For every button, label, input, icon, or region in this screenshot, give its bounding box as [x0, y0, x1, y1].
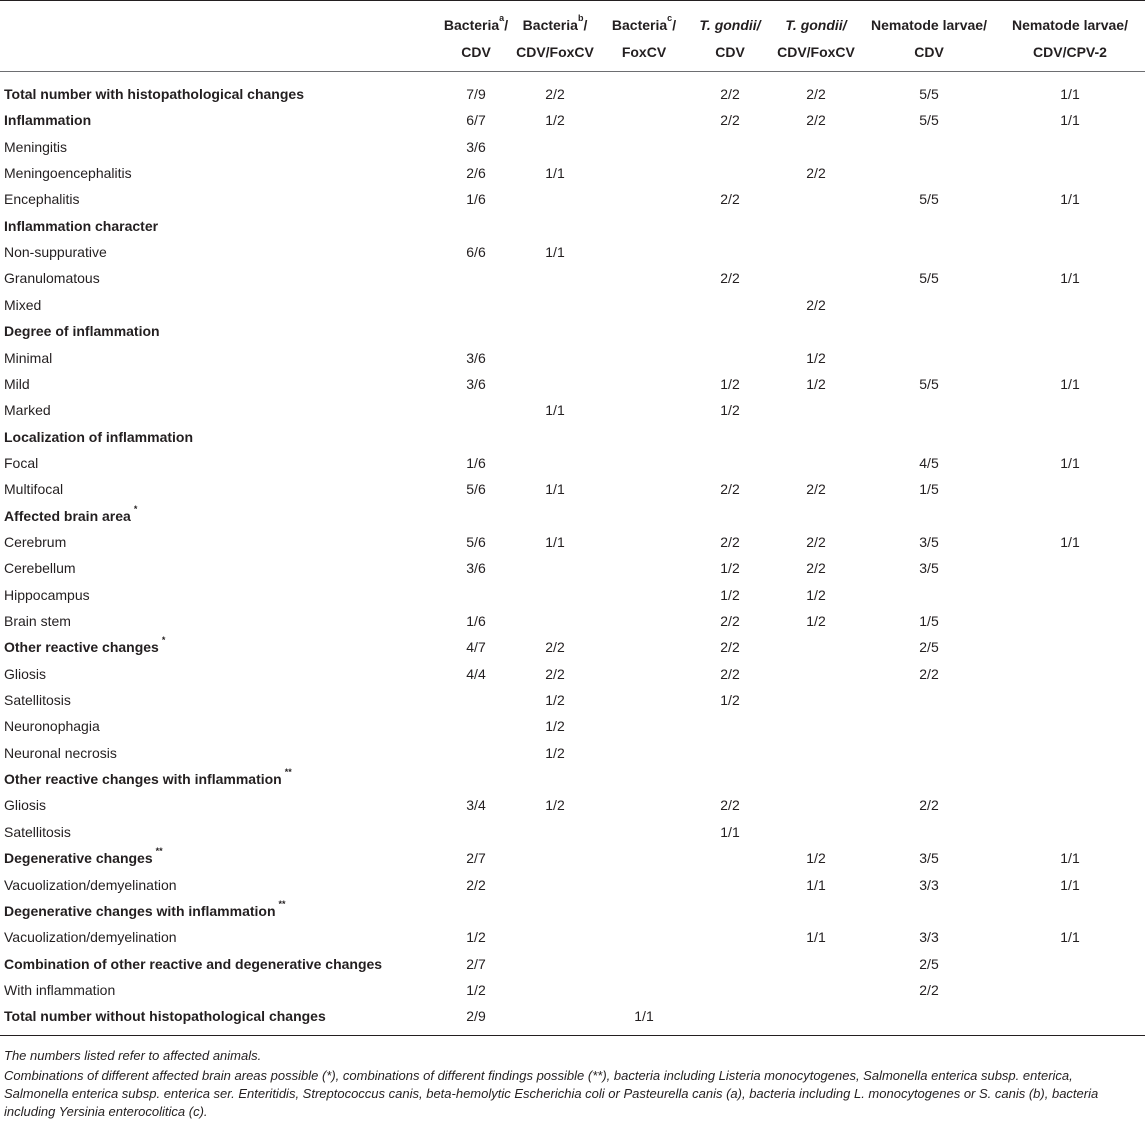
footnote-2: Combinations of different affected brain areas possible (*), combinations of different findings possible (**), bacteria including Listeria monocytogenes, Salmonella enterica subsp. enterica, Salmonella enterica subsp. enterica ser. Enteritidis, Streptococcus canis, beta-hemolytic Escherichia coli or Pasteurella canis (a), bacteria including L. monocytogenes or S. canis (b), bacteria including Yersinia enterocolitica (c).	[4, 1068, 1099, 1119]
table-cell: 1/1	[1060, 850, 1080, 867]
table-cell: 1/2	[545, 718, 565, 735]
table-cell: 2/5	[919, 639, 939, 656]
table-cell: 4/4	[466, 665, 486, 682]
table-row	[0, 529, 1145, 555]
table-row	[0, 555, 1145, 581]
table-cell: 2/2	[720, 191, 740, 208]
table-cell: 5/5	[919, 191, 939, 208]
row-label: Multifocal	[4, 481, 64, 498]
table-cell: 2/2	[720, 613, 740, 629]
table-cell: 7/9	[466, 86, 486, 102]
column-header: Bacteria$^a$/ CDV	[443, 13, 509, 60]
table-cell: 1/2	[720, 560, 740, 577]
table-cell: 2/5	[919, 955, 939, 972]
row-label: Degenerative changes with inflammation **	[4, 898, 286, 919]
table-cell: 2/2	[806, 533, 826, 550]
table-row	[0, 160, 1145, 186]
row-label: Encephalitis	[4, 191, 80, 208]
table-cell: 6/6	[466, 244, 486, 261]
table-cell: 1/1	[1060, 876, 1080, 893]
table-cell: 1/2	[545, 112, 565, 129]
table-cell: 3/5	[919, 850, 939, 867]
table-cell: 1/2	[720, 692, 740, 709]
row-label: Other reactive changes with inflammation **	[4, 767, 292, 788]
table-row	[0, 134, 1145, 160]
column-header: Bacteria$^c$/ FoxCV	[611, 13, 677, 60]
table-row	[0, 872, 1145, 898]
table-cell: 1/6	[466, 191, 486, 208]
table-row	[0, 792, 1145, 818]
row-label: Localization of inflammation	[4, 428, 194, 445]
table-cell: 1/1	[1060, 86, 1080, 102]
table-cell: 1/2	[720, 375, 740, 392]
table-cell: 5/6	[466, 533, 486, 550]
table-cell: 1/1	[545, 165, 565, 182]
row-label: Inflammation	[4, 112, 92, 129]
table-cell: 2/2	[466, 876, 486, 893]
table-row	[0, 476, 1145, 502]
table-cell: 1/2	[806, 349, 826, 366]
table-row	[0, 371, 1145, 397]
table-row	[0, 213, 1145, 239]
table-cell: 2/2	[806, 165, 826, 182]
table-cell: 2/2	[720, 481, 740, 498]
table-cell: 1/1	[1060, 533, 1080, 550]
row-label: Meningitis	[4, 138, 68, 155]
table-cell: 3/3	[919, 929, 939, 946]
row-label: Degenerative changes **	[4, 846, 163, 867]
row-label: Vacuolization/demyelination	[4, 876, 177, 893]
table-cell: 2/2	[919, 665, 939, 682]
table-row	[0, 107, 1145, 133]
column-header: Nematode larvae/ CDV/CPV-2	[1012, 17, 1128, 60]
table-cell: 1/1	[1060, 112, 1080, 129]
table-cell: 1/2	[806, 850, 826, 867]
table-cell: 1/6	[466, 613, 486, 629]
table-cell: 3/6	[466, 349, 486, 366]
table-cell: 2/2	[806, 296, 826, 313]
table-cell: 2/2	[806, 112, 826, 129]
table-cell: 5/5	[919, 112, 939, 129]
table-cell: 1/2	[545, 744, 565, 761]
table-cell: 2/2	[806, 560, 826, 577]
header-rule	[0, 71, 1145, 72]
row-label: Satellitosis	[4, 823, 71, 840]
table-cell: 2/2	[720, 639, 740, 656]
table-row	[0, 766, 1145, 792]
row-label: Mixed	[4, 296, 42, 313]
row-label: Gliosis	[4, 665, 47, 682]
table-cell: 1/2	[806, 613, 826, 629]
row-label: Satellitosis	[4, 692, 71, 709]
column-header: Nematode larvae/ CDV	[871, 17, 987, 60]
column-header: T. gondii/ CDV/FoxCV	[777, 17, 855, 60]
table-cell: 2/6	[466, 165, 486, 182]
table-row	[0, 1003, 1145, 1029]
table-row	[0, 292, 1145, 318]
table-cell: 5/5	[919, 86, 939, 102]
table-row	[0, 898, 1145, 924]
table-row	[0, 582, 1145, 608]
table-cell: 5/6	[466, 481, 486, 498]
table-cell: 2/2	[545, 86, 565, 102]
table-cell: 1/1	[1060, 270, 1080, 287]
table-cell: 3/5	[919, 533, 939, 550]
table-cell: 1/1	[545, 533, 565, 550]
table-row	[0, 819, 1145, 845]
table-cell: 2/7	[466, 955, 486, 972]
table-cell: 1/1	[806, 929, 826, 946]
row-label: Combination of other reactive and degenerative changes	[4, 955, 383, 972]
table-row	[0, 345, 1145, 371]
table-row	[0, 924, 1145, 950]
table-row	[0, 81, 1145, 107]
row-label: Total number without histopathological changes	[4, 1008, 326, 1025]
row-label: Other reactive changes *	[4, 635, 166, 656]
row-label: With inflammation	[4, 981, 116, 998]
row-label: Meningoencephalitis	[4, 165, 132, 182]
row-label: Inflammation character	[4, 217, 159, 234]
table-cell: 1/2	[545, 692, 565, 709]
table-cell: 2/2	[919, 981, 939, 998]
table-row	[0, 713, 1145, 739]
table-row	[0, 740, 1145, 766]
table-cell: 1/6	[466, 454, 486, 471]
row-label: Minimal	[4, 349, 53, 366]
table-cell: 2/2	[919, 797, 939, 814]
table-cell: 1/1	[1060, 191, 1080, 208]
row-label: Degree of inflammation	[4, 323, 160, 340]
row-label: Hippocampus	[4, 586, 90, 603]
table-cell: 1/2	[806, 375, 826, 392]
table-cell: 3/6	[466, 138, 486, 155]
row-label: Granulomatous	[4, 270, 100, 287]
table-row	[0, 845, 1145, 871]
table-cell: 2/7	[466, 850, 486, 867]
table-row	[0, 687, 1145, 713]
table-row	[0, 265, 1145, 291]
table-cell: 1/1	[545, 402, 565, 419]
table-cell: 1/1	[1060, 375, 1080, 392]
table-cell: 2/2	[545, 665, 565, 682]
table-cell: 5/5	[919, 270, 939, 287]
footnote-1: The numbers listed refer to affected animals.	[4, 1048, 262, 1063]
table-row	[0, 951, 1145, 977]
table-cell: 3/5	[919, 560, 939, 577]
table-cell: 1/2	[720, 402, 740, 419]
table-cell: 1/5	[919, 613, 939, 629]
row-label: Affected brain area *	[4, 503, 138, 524]
column-header: Bacteria$^b$/ CDV/FoxCV	[516, 13, 594, 60]
table-cell: 3/3	[919, 876, 939, 893]
row-label: Total number with histopathological changes	[4, 86, 304, 102]
table-cell: 1/1	[545, 481, 565, 498]
row-label: Cerebellum	[4, 560, 76, 577]
table-row	[0, 239, 1145, 265]
table-cell: 1/1	[806, 876, 826, 893]
table-row	[0, 661, 1145, 687]
table-cell: 5/5	[919, 375, 939, 392]
table-cell: 4/5	[919, 454, 939, 471]
table-cell: 2/2	[720, 270, 740, 287]
table-row	[0, 186, 1145, 212]
table-cell: 2/2	[720, 112, 740, 129]
table-cell: 2/2	[806, 481, 826, 498]
row-label: Mild	[4, 375, 30, 392]
table-row	[0, 318, 1145, 344]
table-cell: 1/2	[466, 929, 486, 946]
table-cell: 3/6	[466, 375, 486, 392]
table-cell: 2/2	[720, 86, 740, 102]
row-label: Vacuolization/demyelination	[4, 929, 177, 946]
table-cell: 1/1	[1060, 929, 1080, 946]
table-cell: 2/2	[720, 533, 740, 550]
table-cell: 3/4	[466, 797, 486, 814]
table-row	[0, 608, 1145, 634]
table-cell: 2/2	[720, 797, 740, 814]
table-cell: 2/2	[720, 665, 740, 682]
table-cell: 1/2	[466, 981, 486, 998]
table-row	[0, 424, 1145, 450]
table-cell: 2/2	[545, 639, 565, 656]
table-cell: 1/1	[634, 1008, 654, 1025]
table-cell: 1/1	[1060, 454, 1080, 471]
row-label: Brain stem	[4, 613, 71, 629]
table-bottom-rule	[0, 1035, 1145, 1036]
table-row	[0, 397, 1145, 423]
table-cell: 1/2	[545, 797, 565, 814]
row-label: Gliosis	[4, 797, 47, 814]
row-label: Cerebrum	[4, 533, 67, 550]
table-row	[0, 450, 1145, 476]
table-cell: 2/2	[806, 86, 826, 102]
table-cell: 1/2	[720, 586, 740, 603]
table-cell: 6/7	[466, 112, 486, 129]
row-label: Marked	[4, 402, 51, 419]
table-cell: 1/2	[806, 586, 826, 603]
table-cell: 1/1	[545, 244, 565, 261]
table-row	[0, 977, 1145, 1003]
row-label: Neuronophagia	[4, 718, 100, 735]
table-cell: 1/5	[919, 481, 939, 498]
row-label: Non-suppurative	[4, 244, 107, 261]
table-row	[0, 634, 1145, 660]
table-cell: 1/1	[720, 823, 740, 840]
table-cell: 2/9	[466, 1008, 486, 1025]
table-cell: 3/6	[466, 560, 486, 577]
column-header: T. gondii/ CDV	[699, 17, 761, 60]
table-row	[0, 503, 1145, 529]
table-top-rule	[0, 0, 1145, 1]
row-label: Neuronal necrosis	[4, 744, 117, 761]
table-cell: 4/7	[466, 639, 486, 656]
row-label: Focal	[4, 454, 39, 471]
